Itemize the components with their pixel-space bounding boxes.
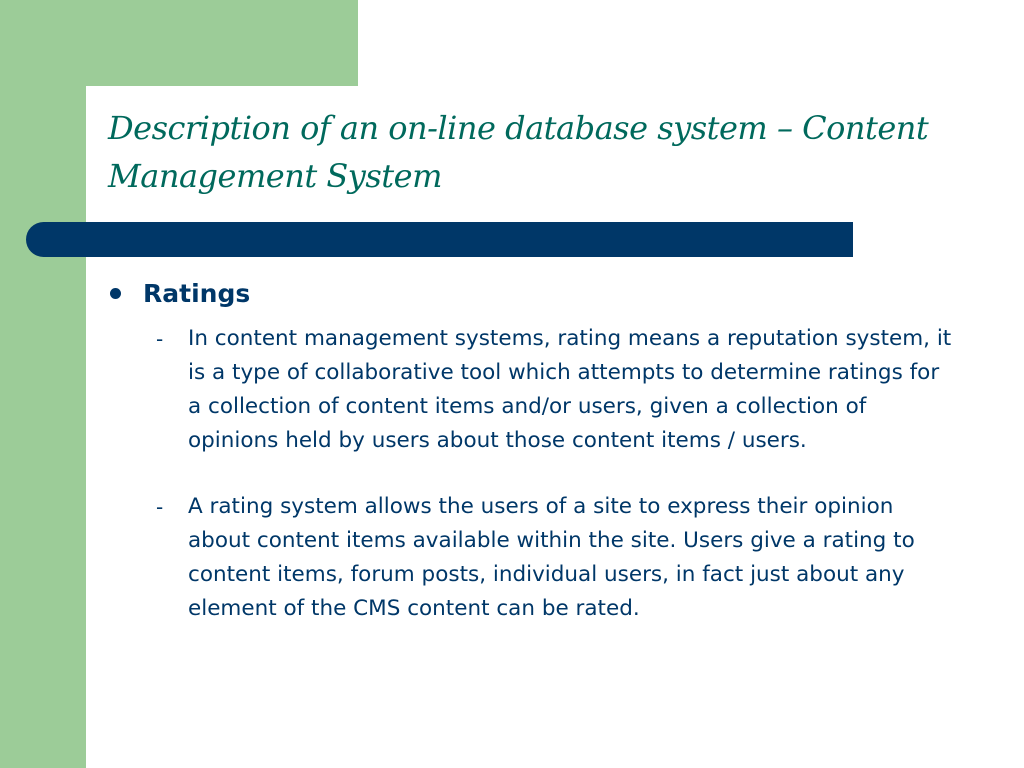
bullet-dot-icon bbox=[110, 288, 121, 299]
sub-bullet-item bbox=[156, 490, 964, 626]
dash-marker: - bbox=[156, 327, 164, 351]
sub-bullet-item bbox=[156, 322, 964, 458]
slide-title-line-2: Management System bbox=[108, 157, 442, 195]
frame-top-block bbox=[0, 0, 358, 86]
title-underline-bar bbox=[26, 222, 853, 257]
dash-marker: - bbox=[156, 495, 164, 519]
sub-bullet-text: A rating system allows the users of a site to express their opinion about content items available within the site. Users give a rating to content items, forum posts, individual users, in fact just about any element of the CMS content can be rated. bbox=[188, 494, 915, 621]
slide-title-line-1: Description of an on-line database system – Content bbox=[108, 109, 929, 147]
frame-left-strip bbox=[0, 0, 86, 768]
bullet-heading: Ratings bbox=[143, 278, 251, 308]
slide-content bbox=[104, 274, 964, 626]
slide-title bbox=[108, 104, 988, 200]
sub-bullet-text: In content management systems, rating means a reputation system, it is a type of collaborative tool which attempts to determine ratings for a collection of content items and/or users, given a collection of opinions held by users about those content items / users. bbox=[188, 326, 952, 453]
bullet-item bbox=[104, 274, 964, 312]
